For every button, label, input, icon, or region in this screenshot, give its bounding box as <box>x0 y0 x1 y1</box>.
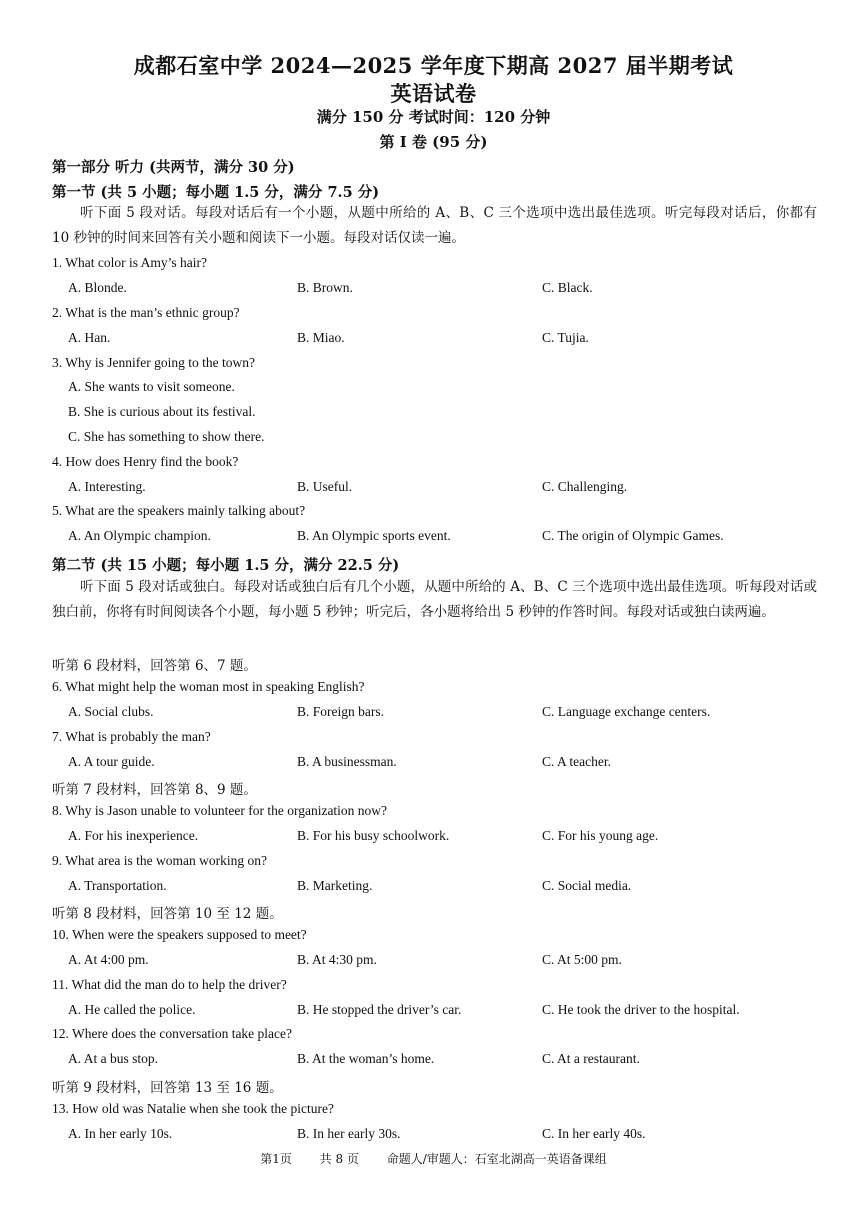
option-b: B. She is curious about its festival. <box>68 404 256 419</box>
option-a: A. A tour guide. <box>68 754 155 769</box>
question-stem: 1. What color is Amy’s hair? <box>52 255 207 270</box>
option-a: A. Blonde. <box>68 280 127 295</box>
option-c: C. He took the driver to the hospital. <box>542 1002 740 1017</box>
option-b: B. An Olympic sports event. <box>297 528 451 543</box>
option-a: A. An Olympic champion. <box>68 528 211 543</box>
question-stem: 5. What are the speakers mainly talking about? <box>52 503 306 518</box>
option-a: A. She wants to visit someone. <box>68 379 235 394</box>
option-b: B. For his busy schoolwork. <box>297 828 450 843</box>
question-stem: 10. When were the speakers supposed to meet? <box>52 927 307 942</box>
option-a: A. Interesting. <box>68 479 146 494</box>
option-b: B. He stopped the driver’s car. <box>297 1002 462 1017</box>
option-c: C. The origin of Olympic Games. <box>542 528 724 543</box>
option-a: A. For his inexperience. <box>68 828 199 843</box>
section1-instructions: 听下面 5 段对话。每段对话后有一个小题，从题中所给的 A、B、C 三个选项中选出最佳选项。听完每段对话后，你都有 10 秒钟的时间来回答有关小题和阅读下一小题。每段对话仅读一遍。 <box>52 205 817 246</box>
question-stem: 11. What did the man do to help the driver? <box>52 977 287 992</box>
question-stem: 8. Why is Jason unable to volunteer for the organization now? <box>52 803 388 818</box>
page-total: 共 8 页 <box>319 1152 359 1166</box>
question-stem: 13. How old was Natalie when she took the picture? <box>52 1101 334 1116</box>
option-b: B. Miao. <box>297 330 345 345</box>
option-c: C. For his young age. <box>542 828 659 843</box>
option-c: C. Social media. <box>542 878 632 893</box>
material-note: 听第 7 段材料，回答第 8、9 题。 <box>52 782 257 798</box>
section1-heading: 第一节 (共 5 小题；每小题 1.5 分，满分 7.5 分) <box>52 184 380 201</box>
option-c: C. At 5:00 pm. <box>542 952 622 967</box>
volume-label: 第 I 卷 (95 分) <box>379 133 488 151</box>
footer-authors: 命题人/审题人：石室北湖高一英语备课组 <box>386 1152 607 1166</box>
material-note: 听第 9 段材料，回答第 13 至 16 题。 <box>52 1080 283 1096</box>
option-c: C. In her early 40s. <box>542 1126 646 1141</box>
option-a: A. At a bus stop. <box>68 1051 159 1066</box>
option-b: B. At 4:30 pm. <box>297 952 377 967</box>
option-c: C. Black. <box>542 280 593 295</box>
material-note: 听第 6 段材料，回答第 6、7 题。 <box>52 658 257 674</box>
part1-heading: 第一部分 听力 (共两节，满分 30 分) <box>52 159 295 176</box>
option-a: A. At 4:00 pm. <box>68 952 149 967</box>
question-stem: 9. What area is the woman working on? <box>52 853 267 868</box>
option-a: A. Social clubs. <box>68 704 154 719</box>
question-stem: 3. Why is Jennifer going to the town? <box>52 355 255 370</box>
question-stem: 6. What might help the woman most in speaking English? <box>52 679 365 694</box>
option-b: B. Foreign bars. <box>297 704 384 719</box>
option-a: A. In her early 10s. <box>68 1126 173 1141</box>
question-stem: 4. How does Henry find the book? <box>52 454 239 469</box>
option-a: A. He called the police. <box>68 1002 196 1017</box>
option-b: B. A businessman. <box>297 754 397 769</box>
score-time-line: 满分 150 分 考试时间：120 分钟 <box>316 108 551 126</box>
option-c: C. Challenging. <box>542 479 628 494</box>
question-stem: 7. What is probably the man? <box>52 729 211 744</box>
option-c: C. She has something to show there. <box>68 429 265 444</box>
option-b: B. Brown. <box>297 280 353 295</box>
exam-title: 成都石室中学 2024—2025 学年度下期高 2027 届半期考试 <box>133 53 734 78</box>
page-footer <box>0 1150 867 1167</box>
question-stem: 12. Where does the conversation take place? <box>52 1026 293 1041</box>
section2-heading: 第二节 (共 15 小题；每小题 1.5 分，满分 22.5 分) <box>52 557 400 574</box>
option-a: A. Transportation. <box>68 878 167 893</box>
option-c: C. A teacher. <box>542 754 611 769</box>
option-a: A. Han. <box>68 330 111 345</box>
option-b: B. Marketing. <box>297 878 373 893</box>
section2-instructions: 听下面 5 段对话或独白。每段对话或独白后有几个小题，从题中所给的 A、B、C 三个选项中选出最佳选项。听每段对话或独白前，你将有时间阅读各个小题，每小题 5 秒钟；听完后，各小题将给出 5 秒钟的作答时间。每段对话或独白读两遍。 <box>52 579 817 620</box>
exam-subject: 英语试卷 <box>390 81 477 106</box>
option-b: B. In her early 30s. <box>297 1126 401 1141</box>
option-b: B. Useful. <box>297 479 353 494</box>
page-number: 第1页 <box>260 1152 292 1166</box>
material-note: 听第 8 段材料，回答第 10 至 12 题。 <box>52 906 283 922</box>
option-c: C. At a restaurant. <box>542 1051 640 1066</box>
option-c: C. Tujia. <box>542 330 589 345</box>
option-b: B. At the woman’s home. <box>297 1051 435 1066</box>
question-stem: 2. What is the man’s ethnic group? <box>52 305 240 320</box>
option-c: C. Language exchange centers. <box>542 704 711 719</box>
